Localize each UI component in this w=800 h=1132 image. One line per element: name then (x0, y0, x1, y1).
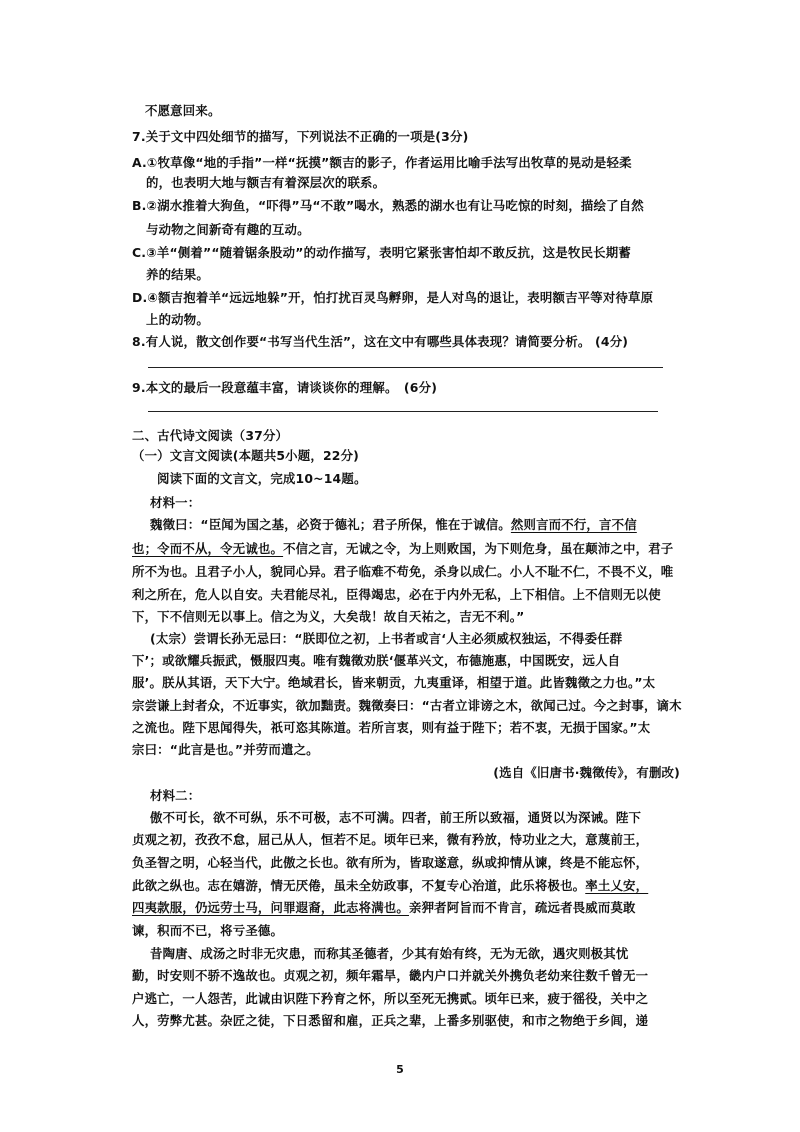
section-heading: 二、古代诗文阅读（37分） (132, 428, 289, 443)
underlined-text: 四夷款服，仍远劳士马，问罪遐裔，此志将满也。 (132, 900, 409, 915)
option-d: D.④额吉抱着羊“远远地躲”开，怕打扰百灵鸟孵卵，是人对鸟的退让，表明额吉平等对待草原 (132, 290, 654, 305)
passage-line: 利之所在，危人以自安。夫君能尽礼，臣得竭忠，必在于内外无私，上下相信。上不信则无以使 (132, 587, 661, 602)
passage-line: 户逃亡，一人怨苦，此诚由识陛下矜育之怀，所以至死无携贰。顷年已来，疲于徭役，关中之 (132, 991, 649, 1006)
subsection-heading: （一）文言文阅读(本题共5小题，22分) (132, 448, 360, 463)
underlined-text: 率土乂安， (585, 878, 649, 893)
question-9: 9.本文的最后一段意蕴丰富，请谈谈你的理解。 (6分) (132, 380, 438, 395)
passage-line: 下’；或欲耀兵振武，慑服四夷。唯有魏徵劝朕‘偃革兴文，布德施惠，中国既安，远人自 (132, 653, 621, 668)
passage-text: 亲狎者阿旨而不肯言，疏远者畏威而莫敢 (409, 900, 636, 915)
text-line: 不愿意回来。 (145, 103, 221, 118)
question-8: 8.有人说，散文创作要“书写当代生活”，这在文中有哪些具体表现？请简要分析。 (4分) (132, 334, 629, 349)
passage-line: 贞观之初，孜孜不怠，屈己从人，恒若不足。顷年已来，微有矜放，恃功业之大，意蔑前王， (132, 832, 649, 847)
instruction: 阅读下面的文言文，完成10~14题。 (157, 471, 367, 486)
passage-line: 之流也。陛下思闻得失，祇可恣其陈道。若所言衷，则有益于陛下；若不衷，无损于国家。”太 (132, 720, 651, 735)
passage-text: 此欲之纵也。志在嬉游，情无厌倦，虽未全妨政事，不复专心治道，此乐将极也。 (132, 878, 586, 893)
passage-line: 昔陶唐、成汤之时非无灾患，而称其圣德者，少其有始有终，无为无欲，遇灾则极其忧 (150, 946, 629, 961)
text-line: 养的结果。 (146, 267, 209, 282)
passage-line: 人，劳弊尤甚。杂匠之徒，下日悉留和雇，正兵之辈，上番多别驱使，和市之物绝于乡闾，递 (132, 1013, 649, 1028)
answer-line-q8 (148, 367, 663, 368)
passage-line (150, 512, 710, 538)
answer-line-q9 (148, 411, 658, 412)
material-2-label: 材料二： (150, 788, 201, 803)
question-7: 7.关于文中四处细节的描写，下列说法不正确的一项是(3分) (132, 129, 469, 144)
underlined-text: 也；令而不从，令无诚也。 (132, 541, 284, 556)
option-c: C.③羊“侧着”“随着锯条股动”的动作描写，表明它紧张害怕却不敢反抗，这是牧民长期蓄 (132, 245, 631, 260)
passage-line: 所不为也。且君子小人，貌同心异。君子临难不苟免，杀身以成仁。小人不耻不仁，不畏不义，唯 (132, 564, 674, 579)
text-line: 的，也表明大地与额吉有着深层次的联系。 (146, 175, 386, 190)
passage-line: 宗曰：“此言是也。”并劳而遣之。 (132, 742, 319, 757)
passage-text: 魏徵曰：“臣闻为国之基，必资于德礼；君子所保，惟在于诚信。 (150, 517, 511, 532)
passage-line: 服’。朕从其语，天下大宁。绝域君长，皆来朝贡，九夷重译，相望于道。此皆魏徵之力也。”太 (132, 675, 656, 690)
passage-text: 不信之言，无诚之令，为上则败国，为下则危身，虽在颠沛之中，君子 (283, 541, 674, 556)
text-line: 上的动物。 (146, 312, 209, 327)
passage-line: 负圣智之明，心轻当代，此傲之长也。欲有所为，皆取遂意，纵或抑情从谏，终是不能忘怀， (132, 855, 649, 870)
page-number: 5 (396, 1063, 404, 1076)
passage-line: 谏，积而不已，将亏圣德。 (132, 923, 284, 938)
passage-line: 下，下不信则无以事上。信之为义，大矣哉！故自天祐之，吉无不利。” (132, 609, 525, 624)
option-b: B.②湖水推着大狗鱼，“吓得”马“不敢”喝水，熟悉的湖水也有让马吃惊的时刻，描绘了自然 (132, 198, 644, 213)
material-1-label: 材料一： (150, 495, 201, 510)
underlined-text: 然则言而不行，言不信 (510, 517, 637, 532)
passage-line: 傲不可长，欲不可纵，乐不可极，志不可满。四者，前王所以致福，通贤以为深诫。陛下 (150, 810, 642, 825)
passage-line: 勤，时安则不骄不逸故也。贞观之初，频年霜旱，畿内户口并就关外携负老幼来往数千曾无一 (132, 968, 649, 983)
option-a: A.①牧草像“地的手指”一样“抚摸”额吉的影子，作者运用比喻手法写出牧草的晃动是轻柔 (132, 155, 632, 170)
source-citation: (选自《旧唐书·魏徵传》，有删改) (493, 765, 680, 780)
text-line: 与动物之间新奇有趣的互动。 (146, 222, 310, 237)
passage-line: (太宗）尝谓长孙无忌曰：“朕即位之初，上书者或言‘人主必须威权独运，不得委任群 (150, 631, 623, 646)
passage-line: 宗尝谦上封者众，不近事实，欲加黜责。魏徵奏曰：“古者立诽谤之木，欲闻己过。今之封事，谪木 (132, 698, 682, 713)
